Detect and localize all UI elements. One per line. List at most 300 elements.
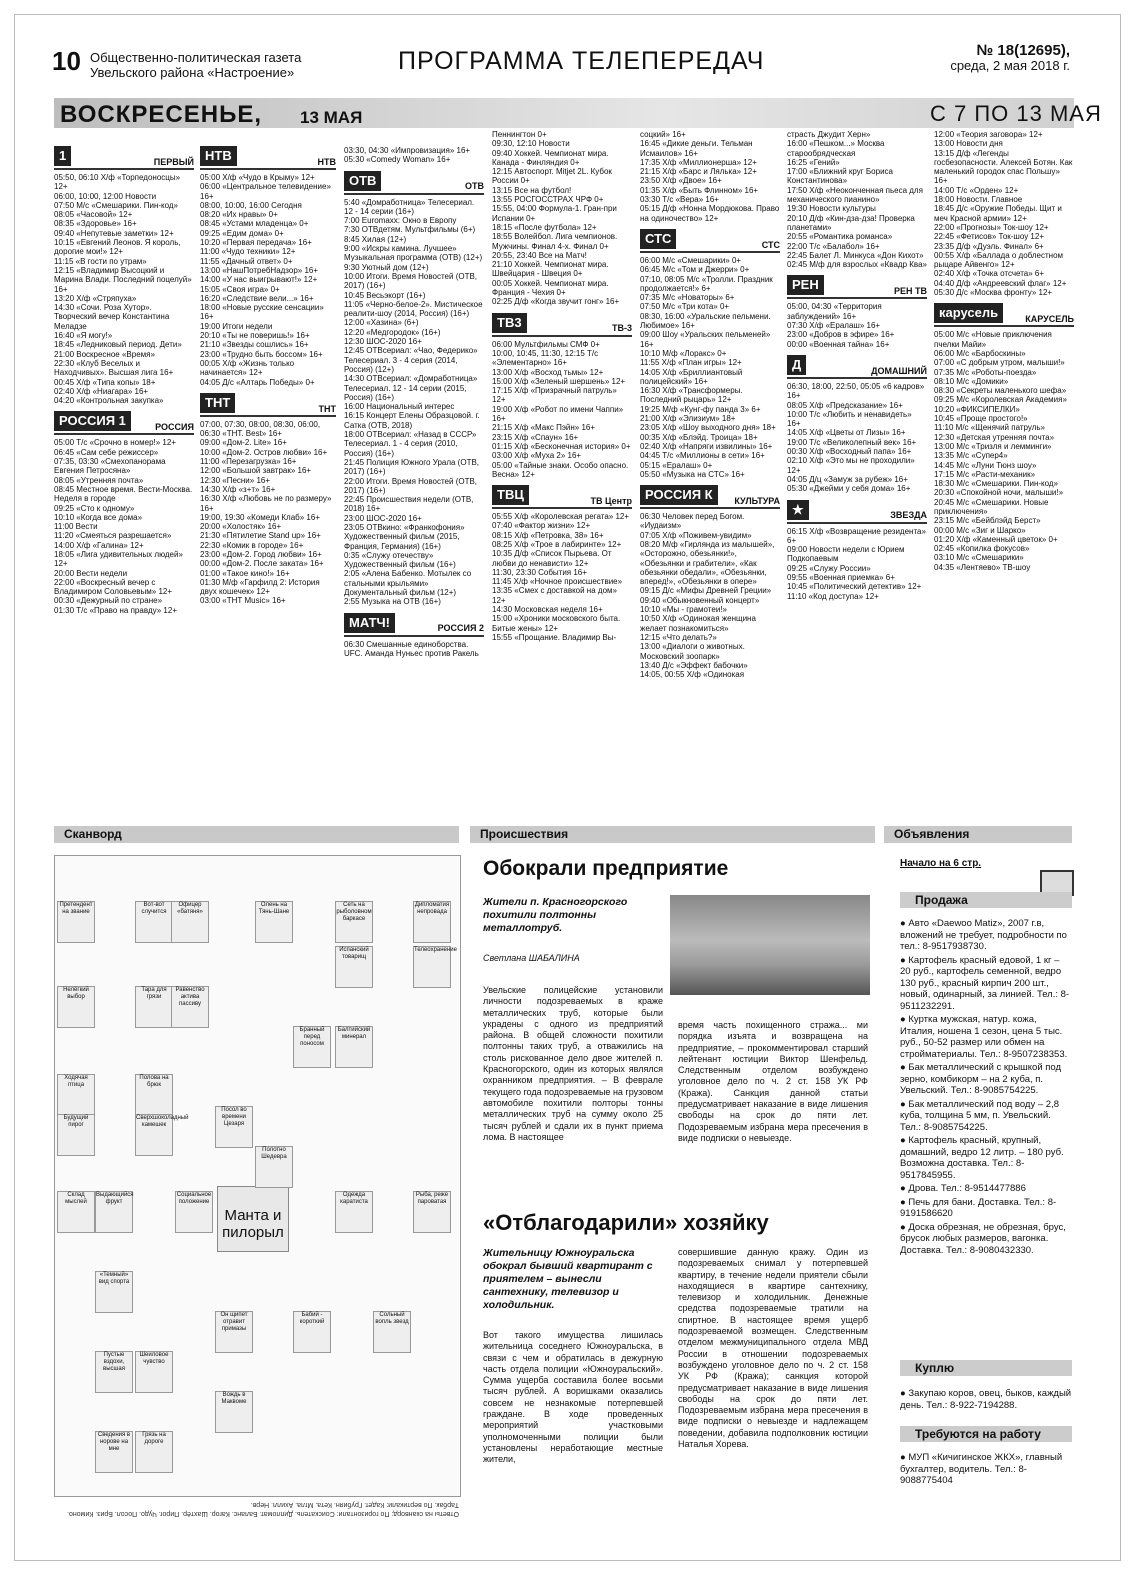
channel-block — [640, 130, 780, 223]
program-listing: 09:15 Д/с «Мифы Древней Греции» — [640, 586, 772, 596]
program-listing: 07:50 М/с «Смешарики. Пин-код» — [54, 200, 179, 210]
channel-name: ЗВЕЗДА — [890, 510, 927, 521]
program-listing: 02:40 Х/ф «Точка отсчета» 6+ — [934, 269, 1045, 279]
issue-number: № 18(12695), — [976, 42, 1070, 59]
program-listing: 11:00 «Перезагрузка» 16+ — [200, 457, 297, 467]
program-listing: 03:00 Х/ф «Муха 2» 16+ — [492, 451, 582, 461]
program-listing: 21:10 «Звезды сошлись» 16+ — [200, 340, 309, 350]
program-listing: 7:30 ОТВдетям. Мультфильмы (6+) — [344, 225, 476, 235]
channel-header — [640, 229, 780, 253]
program-listing: 13:35 «Смех с доставкой на дом» 12+ — [492, 586, 617, 605]
program-listing: 06:00 «Центральное телевидение» 16+ — [200, 182, 331, 201]
program-listing: 09:25 «Сто к одному» — [54, 503, 135, 513]
program-listing: 04:35 «Лентяево» ТВ-шоу — [934, 562, 1031, 572]
program-listing: 08:00, 10:00, 16:00 Сегодня — [200, 200, 302, 210]
channel-block — [200, 393, 336, 606]
program-listing: 08:25 Х/ф «Трое в лабиринте» 12+ — [492, 539, 622, 549]
channel-block — [934, 130, 1074, 297]
program-listing: 20:10 «Ты не поверишь!» 16+ — [200, 331, 310, 341]
program-listing: 2:05 «Алена Бабенко. Мотылек со стальными крыльями» Документальный фильм (12+) — [344, 569, 472, 598]
program-listing: 07:00, 07:30, 08:00, 08:30, 06:00, 06:30 «ТНТ. Best» 16+ — [200, 419, 321, 439]
program-listing: 23:00 «Добров в эфире» 16+ — [787, 330, 895, 340]
program-listing: 16:00 «Пешком...» Москва старообрядческая — [787, 139, 885, 158]
program-listing: 04:40 Д/ф «Андреевский флаг» 12+ — [934, 278, 1067, 288]
program-listing: 06:45 «Сам себе режиссер» — [54, 447, 159, 457]
program-listing: 08:30, 16:00 «Уральские пельмени. Любимое» 16+ — [640, 311, 771, 331]
program-listing: 21:15 Х/ф «Макс Пэйн» 16+ — [492, 423, 596, 433]
program-listing: 15:55 «Прощание. Владимир Вы- — [492, 632, 617, 642]
program-listing: 18:00 ОТВсериал: «Назад в СССР» Телесериал. 1 - 4 серия (2010, Россия) (16+) — [344, 430, 477, 458]
channel-block — [200, 146, 336, 387]
program-listing: 09:40 Хоккей. Чемпионат мира. Канада - Финляндия 0+ — [492, 148, 609, 167]
program-listing: 14:30 Х/ф «з+т» 16+ — [200, 484, 276, 494]
channel-logo: 1 — [54, 146, 71, 166]
crossword-grid — [54, 855, 461, 1497]
ads-sale-band: Продажа — [900, 892, 1072, 908]
program-listing: 00:30 Х/ф «Восходный папа» 16+ — [787, 447, 912, 457]
crossword-clue-cell: Грязь на дороге — [135, 1431, 173, 1473]
channel-header — [200, 393, 336, 417]
program-listing: 23:15 М/с «Бейблэйд Берст» — [934, 516, 1041, 526]
program-listing: 12:15 Автоспорт. Mitjet 2L. Кубок России 0+ — [492, 167, 612, 186]
program-listing: 23:35 Д/ф «Дуэль. Финал» 6+ — [934, 241, 1044, 251]
channel-logo: ТВ3 — [492, 313, 527, 333]
channel-block — [787, 500, 927, 601]
classified-ad — [900, 1197, 1072, 1220]
program-listing: 00:00 «Военная тайна» 16+ — [787, 339, 890, 349]
bullet-icon: ● — [900, 1183, 909, 1194]
ads-band: Объявления — [884, 826, 1072, 843]
article1-photo — [670, 895, 870, 995]
program-listing: 8:45 Хилая (12+) — [344, 234, 407, 244]
channel-name: ОТВ — [465, 181, 484, 192]
crossword-clue-cell: Посол во времени Цезаря — [215, 1106, 253, 1148]
program-listing: 05:50, 06:10 Х/ф «Торпедоносцы» 12+ — [54, 173, 181, 192]
program-listing: 09:40 «Обыкновенный концерт» — [640, 595, 760, 605]
channel-block — [54, 411, 194, 615]
crossword-clue-cell: Он щипет отравит примазы — [215, 1311, 253, 1353]
article2-body-col2: совершившие данную кражу. Один из подозреваемых снимал у потерпевшей квартиру, в течение недели приятели сбыли находящиеся в квартире сантехнику, телевизор и холодильник. Денежные средства подозреваемые тратили на спиртное. В настоящее время ущерб подозреваемой возмещен. Следственным отделом межмуниципального отдела МВД России в отношении подозреваемых возбуждено уголовное дело по ч. 2 ст. 158 УК РФ (Кража); санкция которой предусматривает наказание в виде лишения свободы на срок до пяти лет. Подозреваемым избрана мера пресечения в виде подписки о невыезде и надлежащем поведении, добавила подполковник юстиции Наталья Хорева. — [678, 1247, 868, 1450]
program-listing: 10:00 «Дом-2. Остров любви» 16+ — [200, 447, 328, 457]
channel-header — [787, 500, 927, 524]
program-listing: 05:15 «Ералаш» 0+ — [640, 460, 713, 470]
program-listing: 01:30 М/ф «Гарфилд 2: История двух кошечек» 12+ — [200, 577, 320, 597]
channel-name: КУЛЬТУРА — [734, 495, 780, 506]
channel-name: РОССИЯ 2 — [437, 623, 484, 634]
classified-ad — [900, 1222, 1072, 1257]
channel-header — [640, 485, 780, 509]
program-listing: 2:55 Музыка на ОТВ (16+) — [344, 597, 441, 607]
channel-header — [344, 171, 484, 195]
program-listing: 00:45 Х/ф «Типа копы» 18+ — [54, 377, 156, 387]
program-listing: 06:30 Человек перед Богом. «Иудаизм» — [640, 512, 745, 531]
channel-logo: ТВЦ — [492, 485, 529, 505]
program-listing: 14:00 Т/с «Орден» 12+ — [934, 185, 1019, 195]
program-listing: 07:50 М/с «Три кота» 0+ — [640, 302, 730, 312]
classified-ad — [900, 1135, 1072, 1181]
program-listing: 00:00 «Дом-2. После заката» 16+ — [200, 559, 324, 569]
program-listing: 10:10 «Когда все дома» — [54, 512, 143, 522]
crossword-clue-cell: Дипломатия непровада — [413, 901, 451, 943]
program-listing: 08:20 «Их нравы» 0+ — [200, 210, 278, 220]
channel-logo: РЕН — [787, 275, 824, 295]
channel-header — [492, 313, 632, 337]
crossword-band: Сканворд — [54, 826, 459, 843]
program-listing: 22:45 «Фетисов» Ток-шоу 12+ — [934, 232, 1044, 242]
program-listing: 13:00 «НашПотребНадзор» 16+ — [200, 265, 319, 275]
program-listing: 13:15 Все на футбол! — [492, 185, 572, 195]
program-listing: 01:20 Х/ф «Каменный цветок» 0+ — [934, 534, 1058, 544]
classified-ad-text: Картофель красный, крупный, домашний, ведро 12 литр. – 180 руб. Возможна доставка. Тел.: 8-9517845955. — [900, 1135, 1064, 1181]
crossword-clue-cell: Нелёгкий выбор — [57, 986, 95, 1028]
crossword-clue-cell: Полова на брюк — [135, 1074, 173, 1116]
program-listing: 02:45 М/ф для взрослых «Квадр Ква» — [787, 260, 927, 270]
crossword-feature-image: Манта и пилорыл — [217, 1186, 289, 1252]
program-listing: 09:00 «Дом-2. Lite» 16+ — [200, 438, 287, 448]
program-listing: 13:00 Новости дня — [934, 139, 1003, 149]
program-listing: 20:45 М/с «Смешарики. Новые приключения» — [934, 497, 1049, 516]
classified-ad-text: Бак металлический под воду – 2,8 куба, толщина 5 мм, п. Увельский. Тел.: 8-9085754225. — [900, 1098, 1059, 1133]
program-listing: 23:15 Х/ф «Спаун» 16+ — [492, 432, 579, 442]
program-listing: 16:15 Концерт Елены Образцовой. г. Сатка (ОТВ, 2018) — [344, 411, 480, 430]
program-listing: 20:00 «Холостяк» 16+ — [200, 522, 282, 532]
channel-header — [200, 146, 336, 170]
channel-block — [54, 146, 194, 405]
classified-ad-text: Дрова. Тел.: 8-9514477886 — [908, 1183, 1026, 1194]
program-listing: 04:20 «Контрольная закупка» — [54, 396, 164, 406]
crossword-clue-cell: Олень на Тянь-Шане — [255, 901, 293, 943]
program-listing: 22:30 «Комик в городе» 16+ — [200, 540, 304, 550]
program-listing: 03:30 Т/с «Вера» 16+ — [640, 195, 719, 205]
program-listing: 09:55 «Военная приемка» 6+ — [787, 572, 895, 582]
crossword-clue-cell: Пустые вздохи, высшая — [95, 1351, 133, 1393]
program-listing: 14:05, 00:55 Х/ф «Одинокая — [640, 670, 745, 680]
program-listing: 12:30 ШОС-2020 16+ — [344, 337, 422, 347]
channel-logo: СТС — [640, 229, 676, 249]
program-listing: 13:35 М/с «Супер4» — [934, 451, 1008, 461]
channel-block — [787, 275, 927, 348]
program-listing: 15:55, 04:00 Формула-1. Гран-при Испании 0+ — [492, 204, 617, 223]
program-listing: 00:05 Хоккей. Чемпионат мира. Франция - Чехия 0+ — [492, 278, 609, 298]
program-listing: 07:35 М/с «Новаторы» 6+ — [640, 293, 735, 303]
program-listing: 20:10 Д/ф «Кин-дза-дза! Проверка планетами» — [787, 213, 915, 232]
channel-name: ПЕРВЫЙ — [153, 156, 194, 167]
program-listing: 14:30 ОТВсериал: «Домработница» Телесериал. 12 - 14 серии (2015, Россия) (16+) — [344, 374, 478, 402]
program-listing: 22:30 «Клуб Веселых и Находчивых». Высшая лига 16+ — [54, 358, 174, 378]
crossword-clue-cell: Балтийский минерал — [335, 1026, 373, 1068]
program-listing: 06:00 Мультфильмы СМФ 0+ — [492, 339, 600, 349]
program-listing: 06:00, 10:00, 12:00 Новости — [54, 191, 157, 201]
program-listing: 05:30 «Джейми у себя дома» 16+ — [787, 484, 911, 494]
program-listing: 19:00 Х/ф «Робот по имени Чаппи» 16+ — [492, 404, 624, 424]
crossword-clue-cell: Телеохранение — [413, 946, 451, 988]
program-listing: 19:00 Итоги недели — [200, 321, 273, 331]
publication-name: Общественно-политическая газета Увельского района «Настроение» — [90, 50, 302, 80]
crossword-clue-cell: Вот-вот случится — [135, 901, 173, 943]
program-listing: 18:30 М/с «Смешарики. Пин-код» — [934, 479, 1059, 489]
issue-date: среда, 2 мая 2018 г. — [950, 58, 1070, 73]
program-listing: 14:30 Московская неделя 16+ — [492, 605, 603, 615]
program-listing: 13:15 Д/ф «Легенды госбезопасности. Алексей Ботян. Как маленький городок спас Польшу» 16+ — [934, 148, 1073, 186]
channel-block — [640, 485, 780, 679]
program-listing: 02:40 Х/ф «Ниагара» 16+ — [54, 386, 149, 396]
program-listing: 07:35 М/с «Роботы-поезда» — [934, 367, 1037, 377]
program-listing: 18:55 Волейбол. Лига чемпионов. Мужчины. Финал 4-х. Финал 0+ — [492, 232, 618, 251]
program-listing: 23:00 ШОС-2020 16+ — [344, 513, 422, 523]
program-listing: 11:45 Х/ф «Ночное происшествие» — [492, 577, 623, 587]
crossword-clue-cell: Бабий - короткий — [293, 1311, 331, 1353]
program-listing: 11:20 «Смеяться разрешается» — [54, 531, 172, 541]
program-listing: 13:00 Х/ф «Восход тьмы» 12+ — [492, 367, 604, 377]
program-listing: 18:45 Д/с «Оружие Победы. Щит и меч Красной армии» 12+ — [934, 204, 1062, 223]
program-listing: 16:30 Х/ф «Любовь не по размеру» 16+ — [200, 494, 332, 513]
program-listing: 02:45 «Копилка фокусов» — [934, 544, 1030, 554]
program-listing: 10:50 Х/ф «Одинокая женщина желает познакомиться» — [640, 614, 756, 633]
program-listing: 15:00 «Хроники московского быта. Битые жены» 12+ — [492, 614, 621, 633]
program-listing: 21:00 Воскресное «Время» — [54, 349, 155, 359]
program-listing: 12:45 ОТВсериал: «Чао, Федерико» Телесериал. 3 - 4 серия (2014, Россия) (12+) — [344, 346, 478, 374]
program-listing: 20:55, 23:40 Все на Матч! — [492, 250, 587, 260]
classified-ad-text: Авто «Daewoo Matiz», 2007 г.в, вложений не требует, подробности по тел.: 8-9517938730. — [900, 918, 1067, 952]
bullet-icon: ● — [900, 954, 909, 966]
channel-name: КАРУСЕЛЬ — [1025, 314, 1074, 325]
program-listing: 16:45 «Дикие деньги. Тельман Исмаилов» 16+ — [640, 139, 753, 158]
program-listing: 11:55 «Дачный ответ» 0+ — [200, 256, 293, 266]
program-listing: 06:45 М/с «Том и Джерри» 0+ — [640, 265, 750, 275]
program-listing: 16:40 «Я могу!» — [54, 331, 113, 341]
crossword-clue-cell: Одежда каратиста — [335, 1191, 373, 1233]
program-listing: 18:05 «Лига удивительных людей» 12+ — [54, 549, 183, 569]
program-listing: 9:00 «Искры камина. Лучшее» Музыкальная программа (ОТВ) (12+) — [344, 244, 483, 263]
program-listing: 10:45 «Проще простого!» — [934, 414, 1028, 424]
crossword-clue-cell: Претендент на звание — [57, 901, 95, 943]
bullet-icon: ● — [900, 1452, 909, 1463]
channel-header — [344, 613, 484, 637]
program-listing: 23:00 «Трудно быть боссом» 16+ — [200, 349, 323, 359]
program-listing: 10:00 Т/с «Любить и ненавидеть» 16+ — [787, 409, 912, 429]
program-listing: 06:00 М/с «Смешарики» 0+ — [640, 255, 742, 265]
program-listing: 11:10 М/с «Щенячий патруль» — [934, 423, 1045, 433]
program-listing: 05:00 «Тайные знаки. Особо опасно. Весна» 12+ — [492, 460, 629, 479]
program-listing: Пеннингтон 0+ — [492, 130, 547, 139]
bullet-icon: ● — [900, 1388, 909, 1399]
program-listing: 17:15 Х/ф «Призрачный патруль» 12+ — [492, 386, 617, 405]
program-listing: 05:15 Д/ф «Нонна Мордюкова. Право на одиночество» 12+ — [640, 204, 780, 223]
channel-name: НТВ — [317, 156, 336, 167]
program-listing: 22:00 «Прогнозы» Ток-шоу 12+ — [934, 222, 1049, 232]
section-title: ПРОГРАММА ТЕЛЕПЕРЕДАЧ — [398, 47, 765, 75]
program-listing: 12:20 «Медгородок» (16+) — [344, 327, 441, 337]
program-listing: 05:30 Д/с «Москва фронту» 12+ — [934, 288, 1053, 298]
program-listing: 11:05 «Черно-белое-2». Мистическое реалити-шоу (2014, Россия) (16+) — [344, 299, 483, 319]
crossword-clue-cell: Бранный перед поносом — [293, 1026, 331, 1068]
classified-ad — [900, 1014, 1072, 1060]
classified-ad — [900, 1388, 1072, 1411]
ads-sale-list — [900, 918, 1072, 1258]
program-listing: 07:30 Х/ф «Ералаш» 16+ — [787, 321, 881, 331]
program-listing: 11:55 Х/ф «План игры» 12+ — [640, 358, 742, 368]
program-listing: 12:30 «Песни» 16+ — [200, 475, 271, 485]
crossword-clue-cell: Социальное положение — [175, 1191, 213, 1233]
channel-header — [54, 146, 194, 170]
program-listing: 08:15 Х/ф «Петровка, 38» 16+ — [492, 530, 604, 540]
program-listing: 10:00, 10:45, 11:30, 12:15 Т/с «Элементарно» 16+ — [492, 348, 599, 368]
program-listing: 11:10 «Код доступа» 12+ — [787, 591, 879, 601]
classified-ad-text: Закупаю коров, овец, быков, каждый день. Тел.: 8-922-7194288. — [900, 1388, 1072, 1411]
program-listing: 09:00 Шоу «Уральских пельменей» 16+ — [640, 330, 771, 349]
program-listing: 08:05 Х/ф «Предсказание» 16+ — [787, 400, 903, 410]
crossword-clue-cell: Склад мыслей — [57, 1191, 95, 1233]
crossword-clue-cell: Полотно Шедевра — [255, 1146, 293, 1188]
program-listing: 02:10 Х/ф «Это мы не проходили» 12+ — [787, 456, 915, 475]
channel-block — [934, 303, 1074, 572]
program-listing: 22:45 Балет Л. Минкуса «Дон Кихот» — [787, 250, 924, 260]
program-listing: 05:00 Х/ф «Чудо в Крыму» 12+ — [200, 173, 315, 182]
week-range: С 7 ПО 13 МАЯ — [930, 101, 1102, 126]
crossword-clue-cell: Ходячая птица — [57, 1074, 95, 1116]
program-listing: 5:40 «Домработница» Телесериал. 12 - 14 серии (16+) — [344, 197, 475, 216]
program-listing: 9:30 Уютный дом (12+) — [344, 262, 429, 272]
program-listing: 13:55 РОСГОССТРАХ ЧРФ 0+ — [492, 195, 604, 205]
channel-header — [492, 485, 632, 509]
program-listing: 12:00 «Хазина» (6+) — [344, 318, 419, 328]
program-listing: 17:35 Х/ф «Миллионерша» 12+ — [640, 157, 757, 167]
program-listing: 13:00 «Диалоги о животных. Московский зоопарк» — [640, 642, 745, 661]
classified-ad-text: МУП «Кичигинское ЖКХ», главный бухгалтер, водитель. Тел.: 8-9088775404 — [900, 1452, 1063, 1486]
program-listing: 06:15 Х/ф «Возвращение резидента» 6+ — [787, 526, 926, 545]
crossword-clue-cell: Испанский товарищ — [335, 946, 373, 988]
program-listing: 07:00 «С добрым утром, малыши!» — [934, 358, 1065, 368]
program-listing: 18:15 «После футбола» 12+ — [492, 222, 597, 232]
channel-logo: РОССИЯ К — [640, 485, 718, 505]
crossword-clue-cell: Шеиловое чувство — [135, 1351, 173, 1393]
program-listing: 17:15 М/с «Расти-механик» — [934, 469, 1036, 479]
article1-body-col2: время часть похищенного стража... ми порядка изъята и возвращена на предприятие, – прокомментировал старший лейтенант юстиции Виктор Шенфельд. Следственным отделом возбуждено уголовное дело по ч. 2 ст. 158 УК РФ (Кража). Санкция данной статьи предусматривает наказание в виде лишения свободы на срок до пяти лет. Подозреваемым избрана мера пресечения в виде подписки о невыезде. — [678, 1020, 868, 1143]
tv-column-6 — [787, 130, 927, 607]
program-listing: 05:50 «Музыка на СТС» 16+ — [640, 469, 745, 479]
program-listing: 21:00 Х/ф «Элизиум» 18+ — [640, 414, 736, 424]
channel-block — [787, 355, 927, 494]
channel-logo: карусель — [934, 303, 1003, 323]
program-listing: 19:30 Новости культуры — [787, 204, 876, 214]
program-listing: 08:45 Местное время. Вести-Москва. Неделя в городе — [54, 484, 193, 504]
program-listing: 00:55 Х/ф «Баллада о доблестном рыцаре Айвенго» 12+ — [934, 250, 1064, 270]
program-listing: 18:45 «Ледниковый период. Дети» — [54, 340, 182, 350]
program-listing: 12:15 «Владимир Высоцкий и Марина Влади. Последний поцелуй» 16+ — [54, 265, 192, 294]
program-listing: 13:20 Х/ф «Стряпуха» — [54, 293, 137, 303]
channel-block — [492, 485, 632, 642]
article1-title: Обокрали предприятие — [483, 857, 729, 880]
crossword-answers: Ответы на сканворд: По горизонтали: Соискатель. Дипломат. Баланс. Кагор. Шахтёр. Пирог. Чудо. Посол. Бриз. Кимоно. Тарбак. По вертикали: Кадет. Грубиян. Кета. Мгла. Ахилл. Нерв. — [66, 1501, 459, 1517]
channel-logo: ★ — [787, 500, 809, 520]
program-listing: 20:00 Вести недели — [54, 568, 128, 578]
program-listing: 14:05 Х/ф «Цветы от Лизы» 16+ — [787, 428, 906, 438]
program-listing: 05:00 М/с «Новые приключения пчелки Майи» — [934, 330, 1052, 349]
program-listing: 13:40 Д/с «Эффект бабочки» — [640, 660, 748, 670]
program-listing: 23:05 Х/ф «Шоу выходного дня» 18+ — [640, 423, 776, 433]
program-listing: 14:00 «У нас выигрывают!» 12+ — [200, 275, 318, 285]
program-listing: страсть Джудит Херн» — [787, 130, 871, 139]
channel-block — [344, 146, 484, 165]
channel-name: ТВ-3 — [612, 323, 632, 334]
tv-column-3 — [344, 146, 484, 664]
program-listing: 00:00 М/с «Зиг и Шарко» — [934, 525, 1026, 535]
channel-logo: МАТЧ! — [344, 613, 395, 633]
program-listing: 01:15 Х/ф «Бесконечная история» 0+ — [492, 441, 631, 451]
tv-column-2 — [200, 146, 336, 612]
program-listing: 12:15 «Что делать?» — [640, 632, 717, 642]
program-listing: 00:35 Х/ф «Блэйд. Троица» 18+ — [640, 432, 758, 442]
crossword-clue-cell: «Темный» вид спорта — [95, 1271, 133, 1313]
classified-ad-text: Картофель красный едовой, 1 кг – 20 руб., картофель семенной, ведро 130 руб., красный кирпич 200 шт., новый, одинарный, за линией. Тел.: 8-9511232291. — [900, 954, 1070, 1012]
bullet-icon: ● — [900, 918, 909, 929]
program-listing: 07:05 Х/ф «Поживем-увидим» — [640, 530, 752, 540]
crossword-clue-cell: Вождь в Маквоме — [215, 1391, 253, 1433]
channel-name: СТС — [761, 239, 780, 250]
channel-header — [787, 275, 927, 299]
program-listing: 07:35, 03:30 «Смехопанорама Евгения Петросяна» — [54, 457, 166, 476]
crossword-clue-cell: Равенство актива пассиву — [171, 986, 209, 1028]
program-listing: 22:00 Итоги. Время Новостей (ОТВ, 2017) (16+) — [344, 476, 478, 495]
program-listing: 09:40 «Непутевые заметки» 12+ — [54, 228, 174, 238]
program-listing: 09:30, 12:10 Новости — [492, 139, 570, 149]
channel-header — [934, 303, 1074, 327]
program-listing: 11:00 Вести — [54, 522, 98, 532]
classified-ad-text: Куртка мужская, натур. кожа, Италия, ношена 1 сезон, цена 5 тыс. руб., 50-52 размер или обмен на стройматериалы. Тел.: 8-9507238353. — [900, 1014, 1068, 1060]
program-listing: 10:20 «ФИКСИПЕЛКИ» — [934, 404, 1020, 414]
program-listing: 16:25 «Гений» — [787, 157, 840, 167]
program-listing: 08:10 М/с «Домики» — [934, 376, 1009, 386]
ads-work-band: Требуются на работу — [900, 1426, 1072, 1442]
crossword-clue-cell: Будущий пирог — [57, 1114, 95, 1156]
program-listing: 14:30 «Сочи. Роза Хутор». Творческий вечер Константина Меладзе — [54, 303, 170, 331]
program-listing: 19:00 Т/с «Великолепный век» 16+ — [787, 437, 917, 447]
day-date: 13 МАЯ — [300, 108, 363, 127]
program-listing: 14:05 Х/ф «Бриллиантовый полицейский» 16+ — [640, 367, 743, 386]
channel-block — [344, 171, 484, 607]
crossword-clue-cell: Сеть на рыболовном баркасе — [335, 901, 373, 943]
bullet-icon: ● — [900, 1221, 909, 1233]
program-listing: 14:45 М/с «Луни Тюнз шоу» — [934, 460, 1037, 470]
program-listing: 13:00 М/с «Тризля и лемминги» — [934, 441, 1052, 451]
program-listing: 23:50 Х/ф «Двое» 16+ — [640, 176, 722, 186]
channel-block — [787, 130, 927, 269]
program-listing: 16:20 «Следствие вели...» 16+ — [200, 293, 314, 303]
program-listing: 21:30 «Пятилетие Stand up» 16+ — [200, 531, 321, 541]
crossword-clue-cell: Рыба, реже пароватая — [413, 1191, 451, 1233]
classified-ad — [900, 1452, 1072, 1487]
program-listing: 19:25 М/ф «Кунг-фу панда 3» 6+ — [640, 404, 761, 414]
program-listing: 05:00, 04:30 «Территория заблуждений» 16+ — [787, 302, 882, 321]
article1-lead: Жители п. Красногорского похитили полтонны металлотруб. — [483, 896, 628, 934]
ads-start-note: Начало на 6 стр. — [900, 858, 982, 869]
program-listing: 03:10 М/с «Смешарики» — [934, 553, 1024, 563]
program-listing: 05:55 Х/ф «Королевская регата» 12+ — [492, 512, 630, 522]
program-listing: 18:00 «Новые русские сенсации» 16+ — [200, 303, 324, 322]
bullet-icon: ● — [900, 1196, 909, 1208]
channel-logo: Д — [787, 355, 806, 375]
program-listing: 21:15 Х/ф «Барс и Лялька» 12+ — [640, 167, 757, 177]
article1-author: Светлана ШАБАЛИНА — [483, 953, 580, 963]
program-listing: соцкий» 16+ — [640, 130, 686, 139]
program-listing: 12:00 «Теория заговора» 12+ — [934, 130, 1043, 139]
classified-ad — [900, 1062, 1072, 1097]
program-listing: 23:05 ОТВкино: «Франкофония» Художественный фильм (2015, Франция, Германия) (16+) — [344, 522, 465, 551]
program-listing: 12:30 «Детская утренняя почта» — [934, 432, 1055, 442]
program-listing: 10:45 Весьэкорт (16+) — [344, 290, 426, 300]
classified-ad-text: Доска обрезная, не обрезная, брус, брусок любых размеров, вагонка. Доставка. Тел.: 8-9080432330. — [900, 1221, 1066, 1256]
classified-ad — [900, 1099, 1072, 1134]
